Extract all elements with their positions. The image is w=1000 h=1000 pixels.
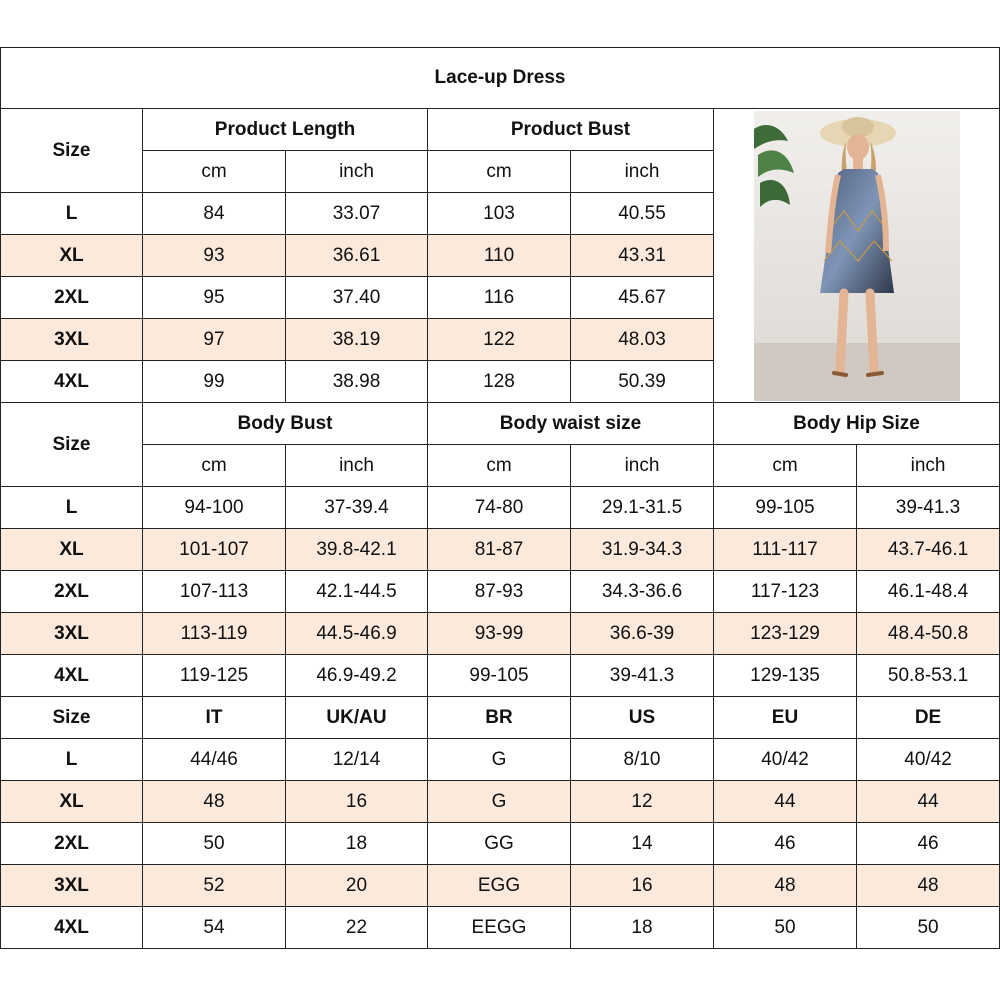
size-cell: 4XL (1, 907, 143, 949)
table-cell: 39-41.3 (857, 487, 1000, 529)
table-row (1, 613, 1000, 655)
table-cell: 50 (857, 907, 1000, 949)
body-bust-header: Body Bust (143, 403, 428, 445)
table-cell: 40.55 (571, 193, 714, 235)
table-cell: 16 (286, 781, 428, 823)
size-header: Size (1, 697, 143, 739)
table-cell: 39-41.3 (571, 655, 714, 697)
table-cell: 40/42 (857, 739, 1000, 781)
table-cell: 107-113 (143, 571, 286, 613)
table-cell: 20 (286, 865, 428, 907)
table-cell: 12/14 (286, 739, 428, 781)
table-cell: 38.19 (286, 319, 428, 361)
table-cell: 12 (571, 781, 714, 823)
table-cell: 42.1-44.5 (286, 571, 428, 613)
table-cell: 18 (286, 823, 428, 865)
table-cell: 43.31 (571, 235, 714, 277)
table-cell: 122 (428, 319, 571, 361)
size-cell: 4XL (1, 655, 143, 697)
table-cell: 117-123 (714, 571, 857, 613)
table-cell: 48 (143, 781, 286, 823)
table-cell: 113-119 (143, 613, 286, 655)
unit-cm: cm (428, 445, 571, 487)
table-cell: 99-105 (428, 655, 571, 697)
unit-cm: cm (428, 151, 571, 193)
unit-inch: inch (857, 445, 1000, 487)
table-cell: 93 (143, 235, 286, 277)
table-row (1, 823, 1000, 865)
body-hip-header: Body Hip Size (714, 403, 1000, 445)
unit-cm: cm (714, 445, 857, 487)
table-cell: GG (428, 823, 571, 865)
size-chart (0, 47, 999, 949)
size-cell: L (1, 193, 143, 235)
table-row (1, 907, 1000, 949)
table-cell: 84 (143, 193, 286, 235)
table-cell: 94-100 (143, 487, 286, 529)
unit-inch: inch (571, 151, 714, 193)
unit-inch: inch (286, 445, 428, 487)
table-cell: 48 (714, 865, 857, 907)
dress-model-photo-icon (754, 111, 960, 401)
table-cell: 36.6-39 (571, 613, 714, 655)
table-cell: 29.1-31.5 (571, 487, 714, 529)
table-cell: 110 (428, 235, 571, 277)
size-cell: L (1, 739, 143, 781)
size-cell: XL (1, 235, 143, 277)
table-cell: 52 (143, 865, 286, 907)
size-cell: 3XL (1, 319, 143, 361)
br-header: BR (428, 697, 571, 739)
size-table (0, 47, 1000, 949)
table-cell: 44 (857, 781, 1000, 823)
size-cell: 2XL (1, 277, 143, 319)
table-cell: 119-125 (143, 655, 286, 697)
table-cell: 46.1-48.4 (857, 571, 1000, 613)
it-header: IT (143, 697, 286, 739)
table-cell: 123-129 (714, 613, 857, 655)
table-cell: 46 (714, 823, 857, 865)
body-waist-header: Body waist size (428, 403, 714, 445)
table-row (1, 487, 1000, 529)
table-cell: 22 (286, 907, 428, 949)
table-cell: G (428, 781, 571, 823)
table-cell: 40/42 (714, 739, 857, 781)
table-cell: 44 (714, 781, 857, 823)
table-cell: 45.67 (571, 277, 714, 319)
size-cell: 2XL (1, 823, 143, 865)
size-cell: XL (1, 529, 143, 571)
table-cell: 33.07 (286, 193, 428, 235)
table-cell: 54 (143, 907, 286, 949)
table-cell: 74-80 (428, 487, 571, 529)
table-cell: 111-117 (714, 529, 857, 571)
table-cell: 81-87 (428, 529, 571, 571)
table-row (1, 571, 1000, 613)
table-cell: 18 (571, 907, 714, 949)
table-cell: EGG (428, 865, 571, 907)
table-cell: 43.7-46.1 (857, 529, 1000, 571)
table-cell: 99-105 (714, 487, 857, 529)
unit-cm: cm (143, 445, 286, 487)
table-cell: 129-135 (714, 655, 857, 697)
table-cell: 101-107 (143, 529, 286, 571)
product-length-header: Product Length (143, 109, 428, 151)
size-cell: XL (1, 781, 143, 823)
table-cell: 39.8-42.1 (286, 529, 428, 571)
table-cell: 50.8-53.1 (857, 655, 1000, 697)
table-cell: 50.39 (571, 361, 714, 403)
size-cell: 4XL (1, 361, 143, 403)
table-cell: 48.4-50.8 (857, 613, 1000, 655)
table-row (1, 655, 1000, 697)
product-bust-header: Product Bust (428, 109, 714, 151)
unit-cm: cm (143, 151, 286, 193)
uk-au-header: UK/AU (286, 697, 428, 739)
table-row (1, 739, 1000, 781)
size-cell: 3XL (1, 865, 143, 907)
table-cell: 31.9-34.3 (571, 529, 714, 571)
de-header: DE (857, 697, 1000, 739)
table-cell: 46 (857, 823, 1000, 865)
size-cell: 3XL (1, 613, 143, 655)
table-cell: 99 (143, 361, 286, 403)
table-cell: 95 (143, 277, 286, 319)
product-photo (714, 109, 1000, 403)
table-cell: 116 (428, 277, 571, 319)
table-row (1, 865, 1000, 907)
table-cell: 8/10 (571, 739, 714, 781)
unit-inch: inch (286, 151, 428, 193)
table-cell: 97 (143, 319, 286, 361)
table-cell: 37-39.4 (286, 487, 428, 529)
table-cell: 16 (571, 865, 714, 907)
eu-header: EU (714, 697, 857, 739)
table-cell: 37.40 (286, 277, 428, 319)
size-header: Size (1, 403, 143, 487)
table-cell: 50 (143, 823, 286, 865)
table-cell: 103 (428, 193, 571, 235)
table-cell: 34.3-36.6 (571, 571, 714, 613)
table-cell: 48 (857, 865, 1000, 907)
table-cell: 36.61 (286, 235, 428, 277)
table-cell: 50 (714, 907, 857, 949)
table-cell: 87-93 (428, 571, 571, 613)
table-row (1, 781, 1000, 823)
size-cell: 2XL (1, 571, 143, 613)
unit-inch: inch (571, 445, 714, 487)
table-cell: 128 (428, 361, 571, 403)
table-cell: 44/46 (143, 739, 286, 781)
table-cell: 44.5-46.9 (286, 613, 428, 655)
table-cell: 48.03 (571, 319, 714, 361)
size-header: Size (1, 109, 143, 193)
table-cell: G (428, 739, 571, 781)
us-header: US (571, 697, 714, 739)
chart-title: Lace-up Dress (1, 48, 1000, 109)
table-cell: 14 (571, 823, 714, 865)
table-cell: EEGG (428, 907, 571, 949)
size-cell: L (1, 487, 143, 529)
table-cell: 38.98 (286, 361, 428, 403)
table-cell: 93-99 (428, 613, 571, 655)
table-row (1, 529, 1000, 571)
table-cell: 46.9-49.2 (286, 655, 428, 697)
